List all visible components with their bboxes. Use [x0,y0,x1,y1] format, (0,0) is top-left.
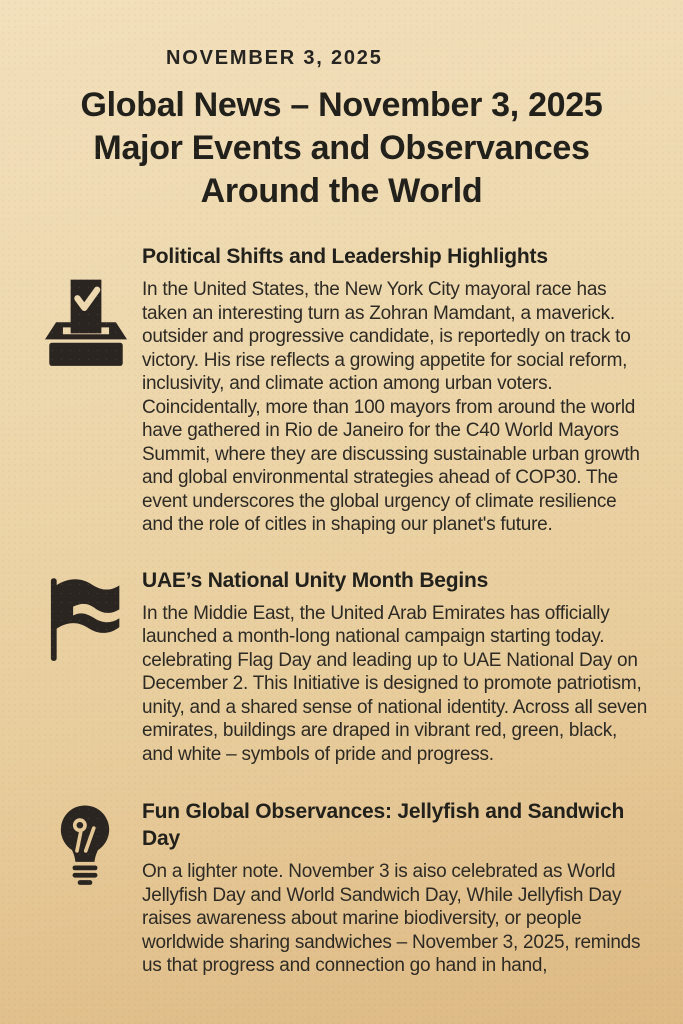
page-title-line: Major Events and Observances [93,129,590,167]
page-title [0,84,683,213]
section-text [142,567,670,767]
section-body: In the Middie East, the United Arab Emirates has officially launched a month-long national campaign starting today. celebrating Flag Day and leading up to UAE National Day on December 2. This Initiative is designed to promote patriotism, unity, and a shared sense of national identity. Across all seven emirates, buildings are draped in vibrant red, green, black, and white – symbols of pride and progress. [142,602,648,765]
section-icon-cell [0,798,142,978]
section-political-shifts [0,243,683,537]
section-heading: Political Shifts and Leadership Highlights [142,245,548,268]
page-title-line: Around the World [200,172,483,210]
section-uae-unity-month [0,567,683,767]
sections-list [0,243,683,978]
section-fun-observances [0,798,683,978]
section-text [142,243,670,537]
lightbulb-icon [52,804,118,886]
section-heading: UAE’s National Unity Month Begins [142,568,489,592]
ballot-box-icon [45,279,127,369]
flag-icon [42,577,122,663]
date-eyebrow: NOVEMBER 3, 2025 [166,47,383,69]
section-body: In the United States, the New York City mayoral race has taken an interesting turn as Zohran Mamdant, a maverick. outsider and progressive candidate, is reportedly on track to victory. His rise reflects a growing appetite for social reform, inclusivity, and climate action among urban voters. Coincidentally, more than 100 mayors from around the world have gathered in Rio de Janeiro for the C40 World Mayors Summit, where they are discussing sustainable urban growth and global environmental strategies ahead of COP30. The event underscores the global urgency of climate resilience and the role of citles in shaping our planet's future. [142,279,640,535]
section-text [142,798,670,978]
section-body: On a lighter note. November 3 is aiso celebrated as World Jellyfish Day and World Sandwich Day, While Jellyfish Day raises awareness about marine biodiversity, or people worldwide sharing sandwiches – November 3, 2025, reminds us that progress and connection go hand in hand, [142,861,641,976]
section-icon-cell [0,243,142,537]
section-icon-cell [0,567,142,767]
section-heading: Fun Global Observances: Jellyfish and Sandwich Day [142,800,625,850]
page-title-line: Global News – November 3, 2025 [80,86,603,124]
